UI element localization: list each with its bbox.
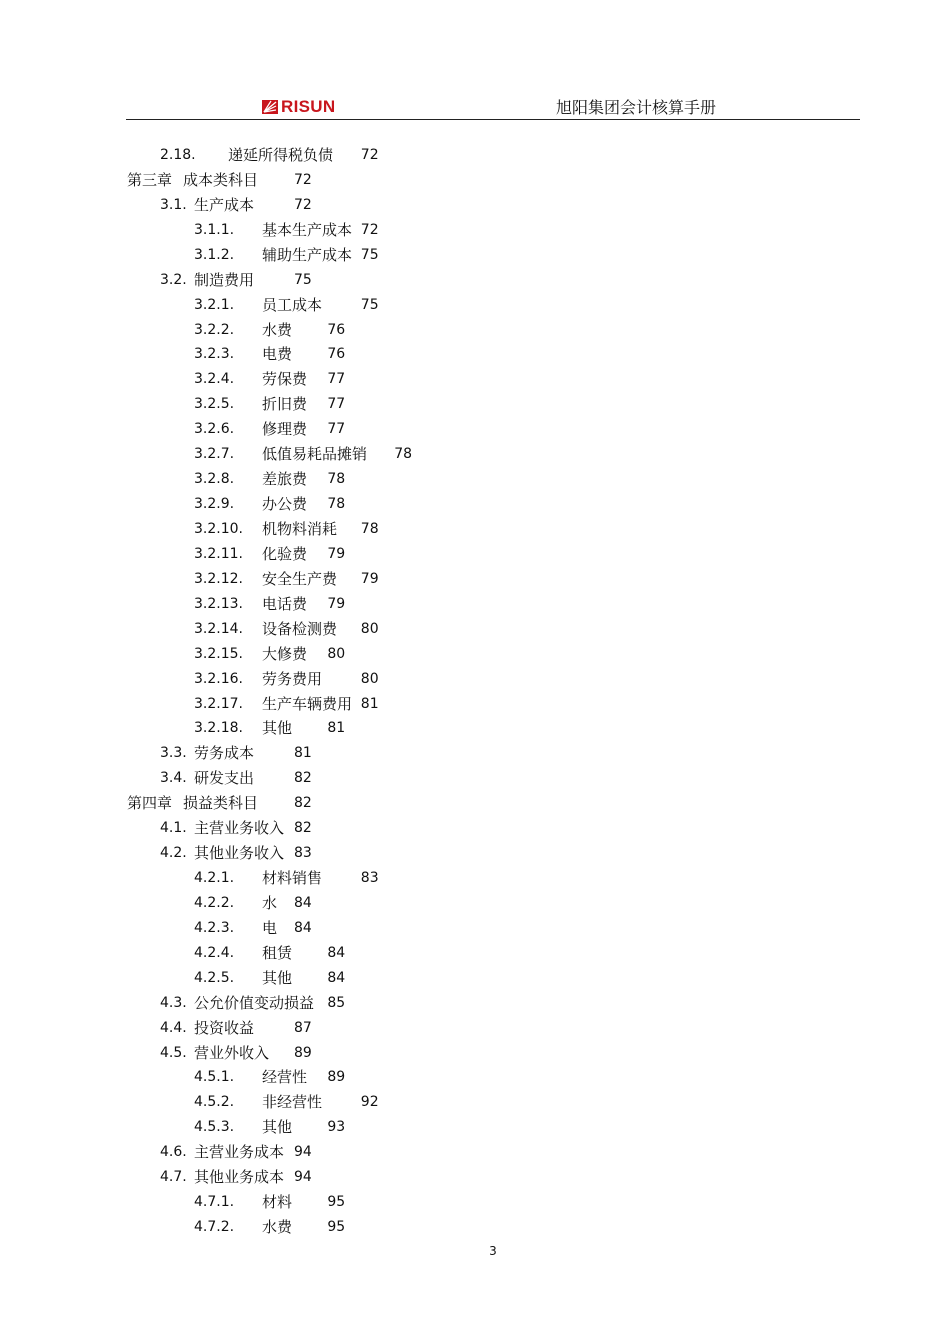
logo-text: RISUN (281, 97, 336, 116)
toc-entry-number: 第三章 (127, 170, 173, 189)
toc-entry-title: 员工成本 (262, 295, 323, 314)
toc-entry[interactable] (0, 966, 950, 990)
toc-entry-title: 辅助生产成本 (262, 245, 353, 264)
toc-entry-number: 3.4. (160, 770, 187, 787)
toc-entry[interactable] (0, 318, 950, 342)
toc-entry-page: 78 (327, 496, 346, 512)
toc-entry-page: 80 (360, 670, 379, 687)
toc-entry-title: 劳务成本 (194, 744, 255, 763)
toc-entry-title: 电费 (262, 345, 293, 364)
toc-entry-number: 3.2.4. (194, 371, 235, 388)
toc-entry-title: 其他业务收入 (194, 844, 285, 862)
toc-entry-title: 营业外收入 (194, 1043, 270, 1062)
toc-entry-number: 3.2.10. (194, 521, 243, 537)
toc-entry[interactable] (0, 567, 950, 591)
toc-entry-page: 84 (294, 919, 312, 936)
toc-entry-page: 72 (360, 147, 379, 163)
toc-entry-number: 3.2.12. (194, 570, 243, 587)
toc-entry-title: 安全生产费 (262, 569, 338, 588)
toc-entry-title: 电 (262, 918, 278, 937)
toc-entry-page: 80 (360, 620, 379, 637)
toc-entry-number: 4.2.2. (194, 894, 235, 911)
toc-entry-page: 72 (294, 171, 312, 188)
toc-entry-title: 主营业务成本 (194, 1143, 285, 1162)
toc-entry-title: 低值易耗品摊销 (262, 445, 368, 464)
toc-entry[interactable] (0, 866, 950, 890)
toc-entry[interactable] (0, 667, 950, 691)
toc-entry-page: 78 (327, 471, 346, 488)
toc-entry[interactable] (0, 417, 950, 441)
toc-entry-number: 第四章 (127, 794, 173, 813)
toc-entry-title: 生产成本 (194, 195, 255, 214)
toc-entry-number: 3.3. (160, 745, 187, 762)
risun-logo-icon (262, 100, 278, 114)
toc-entry[interactable] (0, 716, 950, 740)
toc-entry-number: 4.2. (160, 845, 187, 861)
toc-entry[interactable] (0, 143, 950, 167)
toc-entry-number: 3.1.2. (194, 246, 235, 263)
toc-entry-page: 76 (327, 346, 346, 363)
toc-entry[interactable] (0, 218, 950, 242)
toc-entry-number: 3.2.18. (194, 720, 243, 737)
toc-entry-number: 3.2.13. (194, 595, 243, 612)
toc-entry-title: 其他 (262, 719, 293, 738)
toc-entry[interactable] (0, 941, 950, 965)
toc-entry-title: 水费 (262, 320, 293, 339)
toc-entry-page: 75 (294, 271, 312, 288)
toc-entry-number: 4.2.3. (194, 919, 235, 936)
toc-entry-number: 4.4. (160, 1019, 187, 1036)
toc-entry[interactable] (0, 1140, 950, 1164)
toc-entry[interactable] (0, 991, 950, 1015)
toc-entry[interactable] (0, 392, 950, 416)
toc-entry-number: 4.5.1. (194, 1069, 235, 1086)
toc-entry[interactable] (0, 916, 950, 940)
toc-entry-number: 3.2.7. (194, 446, 235, 463)
toc-entry[interactable] (0, 1016, 950, 1040)
toc-entry-number: 4.2.1. (194, 870, 235, 886)
toc-entry[interactable] (0, 542, 950, 566)
toc-entry[interactable] (0, 617, 950, 641)
toc-entry-number: 3.2.17. (194, 695, 243, 712)
toc-entry-page: 81 (327, 720, 346, 737)
toc-entry-title: 主营业务收入 (194, 819, 285, 838)
toc-entry-page: 83 (360, 870, 379, 886)
toc-entry-title: 成本类科目 (183, 170, 259, 189)
toc-entry-title: 其他 (262, 1118, 293, 1137)
toc-entry[interactable] (0, 193, 950, 217)
toc-entry[interactable] (0, 1115, 950, 1139)
toc-entry-page: 94 (294, 1144, 312, 1161)
toc-entry-title: 经营性 (262, 1068, 308, 1087)
toc-entry[interactable] (0, 1190, 950, 1214)
toc-entry-page: 76 (327, 321, 346, 338)
toc-entry-number: 4.1. (160, 820, 187, 837)
toc-entry[interactable] (0, 293, 950, 317)
toc-entry-page: 82 (294, 820, 312, 837)
toc-entry-page: 79 (327, 545, 346, 562)
toc-entry-number: 3.1.1. (194, 221, 235, 238)
toc-entry-page: 75 (360, 296, 379, 313)
toc-entry[interactable] (0, 367, 950, 391)
toc-entry-title: 生产车辆费用 (262, 694, 353, 713)
toc-entry-title: 大修费 (262, 644, 308, 663)
toc-entry-page: 78 (394, 446, 413, 463)
toc-entry-title: 非经营性 (262, 1093, 323, 1112)
toc-entry-number: 3.2.2. (194, 321, 235, 338)
toc-entry-title: 机物料消耗 (262, 520, 338, 538)
toc-entry-number: 3.2.6. (194, 421, 235, 438)
toc-entry-number: 3.2. (160, 271, 187, 288)
toc-entry[interactable] (0, 1215, 950, 1239)
toc-entry-page: 82 (294, 770, 312, 787)
toc-entry-title: 损益类科目 (183, 794, 259, 813)
toc-entry-number: 3.2.8. (194, 471, 235, 488)
toc-entry-page: 77 (327, 371, 346, 388)
toc-entry-page: 95 (327, 1219, 346, 1235)
toc-entry[interactable] (0, 342, 950, 366)
toc-entry-page: 84 (327, 969, 346, 986)
toc-entry[interactable] (0, 1090, 950, 1114)
toc-entry-number: 3.2.1. (194, 296, 235, 313)
toc-entry-title: 电话费 (262, 594, 308, 613)
toc-entry[interactable] (0, 442, 950, 466)
toc-entry-title: 折旧费 (262, 395, 308, 414)
toc-entry-number: 4.5.2. (194, 1094, 235, 1111)
toc-entry-number: 4.7.2. (194, 1219, 235, 1235)
toc-entry-number: 3.2.16. (194, 670, 243, 687)
toc-entry-number: 3.2.11. (194, 545, 243, 562)
toc-entry-title: 投资收益 (194, 1018, 255, 1037)
toc-entry-number: 3.2.5. (194, 396, 235, 413)
toc-entry-number: 4.6. (160, 1144, 187, 1161)
toc-entry[interactable] (0, 517, 950, 541)
toc-entry-number: 3.2.3. (194, 346, 235, 363)
toc-entry-title: 办公费 (262, 495, 308, 513)
toc-entry-page: 81 (360, 695, 379, 712)
toc-entry[interactable] (0, 1165, 950, 1189)
toc-entry[interactable] (0, 791, 950, 815)
toc-entry-title: 水 (262, 893, 278, 912)
toc-entry[interactable] (0, 1041, 950, 1065)
toc-entry[interactable] (0, 642, 950, 666)
toc-entry-number: 3.2.14. (194, 620, 243, 637)
toc-entry-title: 差旅费 (262, 470, 308, 489)
toc-entry-page: 81 (294, 745, 312, 762)
page-header (126, 96, 860, 120)
toc-entry[interactable] (0, 741, 950, 765)
toc-entry-title: 材料销售 (262, 869, 323, 887)
toc-entry-number: 3.1. (160, 196, 187, 213)
toc-entry[interactable] (0, 492, 950, 516)
toc-entry-page: 72 (360, 221, 379, 238)
toc-entry[interactable] (0, 891, 950, 915)
toc-entry-title: 其他业务成本 (194, 1168, 285, 1187)
toc-entry[interactable] (0, 467, 950, 491)
toc-entry[interactable] (0, 766, 950, 790)
page-number: 3 (489, 1244, 497, 1258)
toc-entry-number: 4.7. (160, 1169, 187, 1186)
toc-entry-title: 基本生产成本 (262, 220, 353, 239)
toc-entry[interactable] (0, 1065, 950, 1089)
toc-entry[interactable] (0, 592, 950, 616)
toc-entry[interactable] (0, 816, 950, 840)
document-title: 旭阳集团会计核算手册 (556, 98, 717, 117)
toc-entry-page: 84 (294, 894, 312, 911)
header-divider (126, 119, 860, 120)
company-logo (262, 98, 335, 116)
toc-entry-page: 75 (360, 246, 379, 263)
toc-entry-title: 修理费 (262, 420, 308, 439)
toc-entry-title: 化验费 (262, 544, 308, 563)
toc-entry-page: 87 (294, 1019, 312, 1036)
toc-entry-page: 93 (327, 1119, 346, 1136)
toc-entry[interactable] (0, 168, 950, 192)
toc-entry-page: 94 (294, 1169, 312, 1186)
toc-entry[interactable] (0, 243, 950, 267)
toc-entry-number: 4.3. (160, 994, 187, 1011)
toc-entry-number: 4.5. (160, 1044, 187, 1061)
toc-entry-page: 83 (294, 845, 312, 861)
toc-entry-number: 4.7.1. (194, 1194, 235, 1211)
toc-entry-page: 85 (327, 994, 346, 1011)
toc-entry-title: 研发支出 (194, 769, 255, 788)
toc-entry[interactable] (0, 268, 950, 292)
toc-entry-page: 77 (327, 421, 346, 438)
toc-entry-page: 84 (327, 944, 346, 961)
toc-entry-title: 其他 (262, 968, 293, 987)
toc-entry-page: 82 (294, 795, 312, 812)
toc-entry-page: 89 (327, 1069, 346, 1086)
toc-entry[interactable] (0, 692, 950, 716)
toc-entry-title: 劳保费 (262, 370, 308, 389)
toc-entry-page: 79 (360, 570, 379, 587)
toc-entry-page: 92 (360, 1094, 379, 1111)
toc-entry-page: 89 (294, 1044, 312, 1061)
toc-entry-title: 设备检测费 (262, 619, 338, 638)
toc-entry-title: 劳务费用 (262, 669, 323, 688)
toc-entry[interactable] (0, 841, 950, 865)
toc-entry-number: 4.2.4. (194, 944, 235, 961)
toc-entry-number: 4.5.3. (194, 1119, 235, 1136)
toc-entry-page: 77 (327, 396, 346, 413)
toc-entry-page: 95 (327, 1194, 346, 1211)
toc-entry-number: 3.2.15. (194, 645, 243, 662)
toc-entry-number: 3.2.9. (194, 496, 235, 512)
toc-entry-page: 78 (360, 521, 379, 537)
toc-entry-page: 79 (327, 595, 346, 612)
toc-entry-number: 2.18. (160, 147, 196, 163)
toc-entry-title: 租赁 (262, 943, 293, 962)
toc-entry-title: 公允价值变动损益 (194, 993, 315, 1012)
toc-entry-page: 72 (294, 196, 312, 213)
toc-entry-title: 材料 (262, 1193, 293, 1212)
toc-entry-title: 递延所得税负债 (228, 146, 334, 164)
toc-entry-number: 4.2.5. (194, 969, 235, 986)
toc-entry-page: 80 (327, 645, 346, 662)
toc-entry-title: 制造费用 (194, 270, 255, 289)
toc-entry-title: 水费 (262, 1218, 293, 1236)
